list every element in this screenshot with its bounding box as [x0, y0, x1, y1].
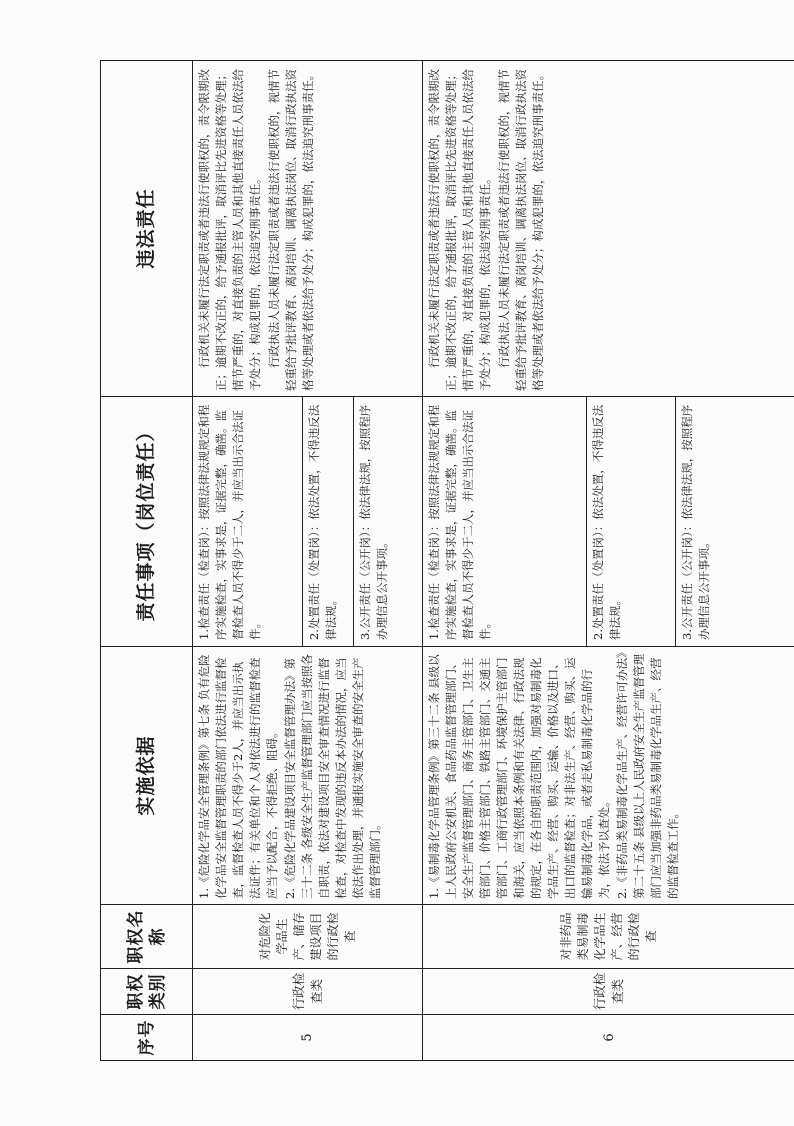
row-responsibility — [193, 397, 423, 647]
liability-item: 行政执法人员未履行法定职责或者违法行使职权的，视情节轻重给予批评教育、离岗培训、调离执法岗位、取消行政执法资格等处理或者依法给予处分；构成犯罪的，依法追究刑事责任。 — [267, 69, 315, 391]
row-seq: 6 — [423, 1015, 794, 1061]
liability-item: 行政执法人员未履行法定职责或者违法行使职权的，视情节轻重给予批评教育、离岗培训、调离执法岗位、取消行政执法资格等处理或者依法给予处分；构成犯罪的，依法追究刑事责任。 — [497, 69, 545, 391]
row-responsibility — [423, 397, 794, 647]
liability-item: 行政机关未履行法定职责或者违法行使职权的，责令限期改正；逾期不改正的，给予通报批评，取消评比先进资格等处理；情节严重的，对直接负责的主管人员和其他直接责任人员依法给予处分；构成犯罪的，依法追究刑事责任。 — [427, 69, 492, 391]
responsibility-item: 2.处置责任（处置岗）：依法处置，不得违反法律法规。 — [587, 397, 676, 646]
row-basis — [193, 647, 423, 905]
row-basis — [423, 647, 794, 905]
header-category: 职权类别 — [101, 969, 193, 1015]
responsibility-item: 1.检查责任（检查岗）：按照法律法规规定和程序实施检查，实事求是，证据完整，确凿。监督检查人员不得少于二人，并应当出示合法证件。 — [423, 397, 587, 646]
header-name: 职权名称 — [101, 905, 193, 969]
header-row — [101, 61, 193, 1061]
table-row — [193, 61, 423, 1061]
responsibility-item: 1.检查责任（检查岗）：按照法律法规规定和程序实施检查，实事求是，证据完整，确凿。监督检查人员不得少于二人，并应当出示合法证件。 — [193, 397, 303, 646]
basis-item: 2.《非药品类易制毒化学品生产、经营许可办法》第二十五条 县级以上人民政府安全生产监督管理部门应当加强非药品类易制毒化学品生产、经营的监督检查工作。 — [615, 652, 680, 899]
header-responsibility: 责任事项（岗位责任） — [101, 397, 193, 647]
header-seq: 序号 — [101, 1015, 193, 1061]
row-category: 行政检查类 — [423, 969, 794, 1015]
table-row — [423, 61, 794, 1061]
row-name: 对非药品类易制毒化学品生产、经营的行政检查 — [423, 905, 794, 969]
basis-item: 1.《易制毒化学品管理条例》第三十二条 县级以上人民政府公安机关、食品药品监督管理部门、安全生产监督管理部门、商务主管部门、卫生主管部门、价格主管部门、铁路主管部门、交通主管部门、工商行政管理部门、环境保护主管部门和海关，应当依照本条例和有关法律、行政法规的规定，在各自的职责范围内，加强对易制毒化学品生产、经营、购买、运输、价格以及进口、出口的监督检查；对非法生产、经营、购买、运输易制毒化学品，或者走私易制毒化学品的行为，依法予以查处。 — [427, 654, 611, 899]
row-seq: 5 — [193, 1015, 423, 1061]
responsibility-item: 3.公开责任（公开岗）：依法律法规，按照程序办理信息公开事项。 — [680, 404, 712, 640]
authority-table — [100, 60, 794, 1061]
responsibility-subtable — [193, 397, 422, 646]
responsibility-item: 2.处置责任（处置岗）：依法处置，不得违反法律法规。 — [303, 397, 353, 646]
header-liability: 违法责任 — [101, 61, 193, 397]
rotated-table-wrapper — [100, 61, 794, 1061]
row-liability — [193, 61, 423, 397]
responsibility-subtable — [423, 397, 794, 646]
basis-item: 2.《危险化学品建设项目安全监督管理办法》第三十二条 各级安全生产监督管理部门应当按照各自职责，依法对建设项目安全审查情况进行监督检查，对检查中发现的违反本办法的情况，应当依法作出处理，并通报实施安全审查的安全生产监督管理部门。 — [283, 653, 382, 899]
row-liability — [423, 61, 794, 397]
liability-item: 行政机关未履行法定职责或者违法行使职权的，责令限期改正；逾期不改正的，给予通报批评，取消评比先进资格等处理；情节严重的，对直接负责的主管人员和其他直接责任人员依法给予处分；构成犯罪的，依法追究刑事责任。 — [197, 69, 262, 391]
responsibility-item: 3.公开责任（公开岗）：依法律法规，按照程序办理信息公开事项。 — [357, 404, 389, 640]
header-basis: 实施依据 — [101, 647, 193, 905]
basis-item: 1.《危险化学品安全管理条例》第七条 负有危险化学品安全监督管理职责的部门依法进行监督检查，监督检查人员不得少于2人，并应当出示执法证件；有关单位和个人对依法进行的监督检查应当予以配合，不得拒绝、阻碍。 — [197, 654, 279, 899]
row-name: 对危险化学品生产、储存建设项目的行政检查 — [193, 905, 423, 969]
row-category: 行政检查类 — [193, 969, 423, 1015]
